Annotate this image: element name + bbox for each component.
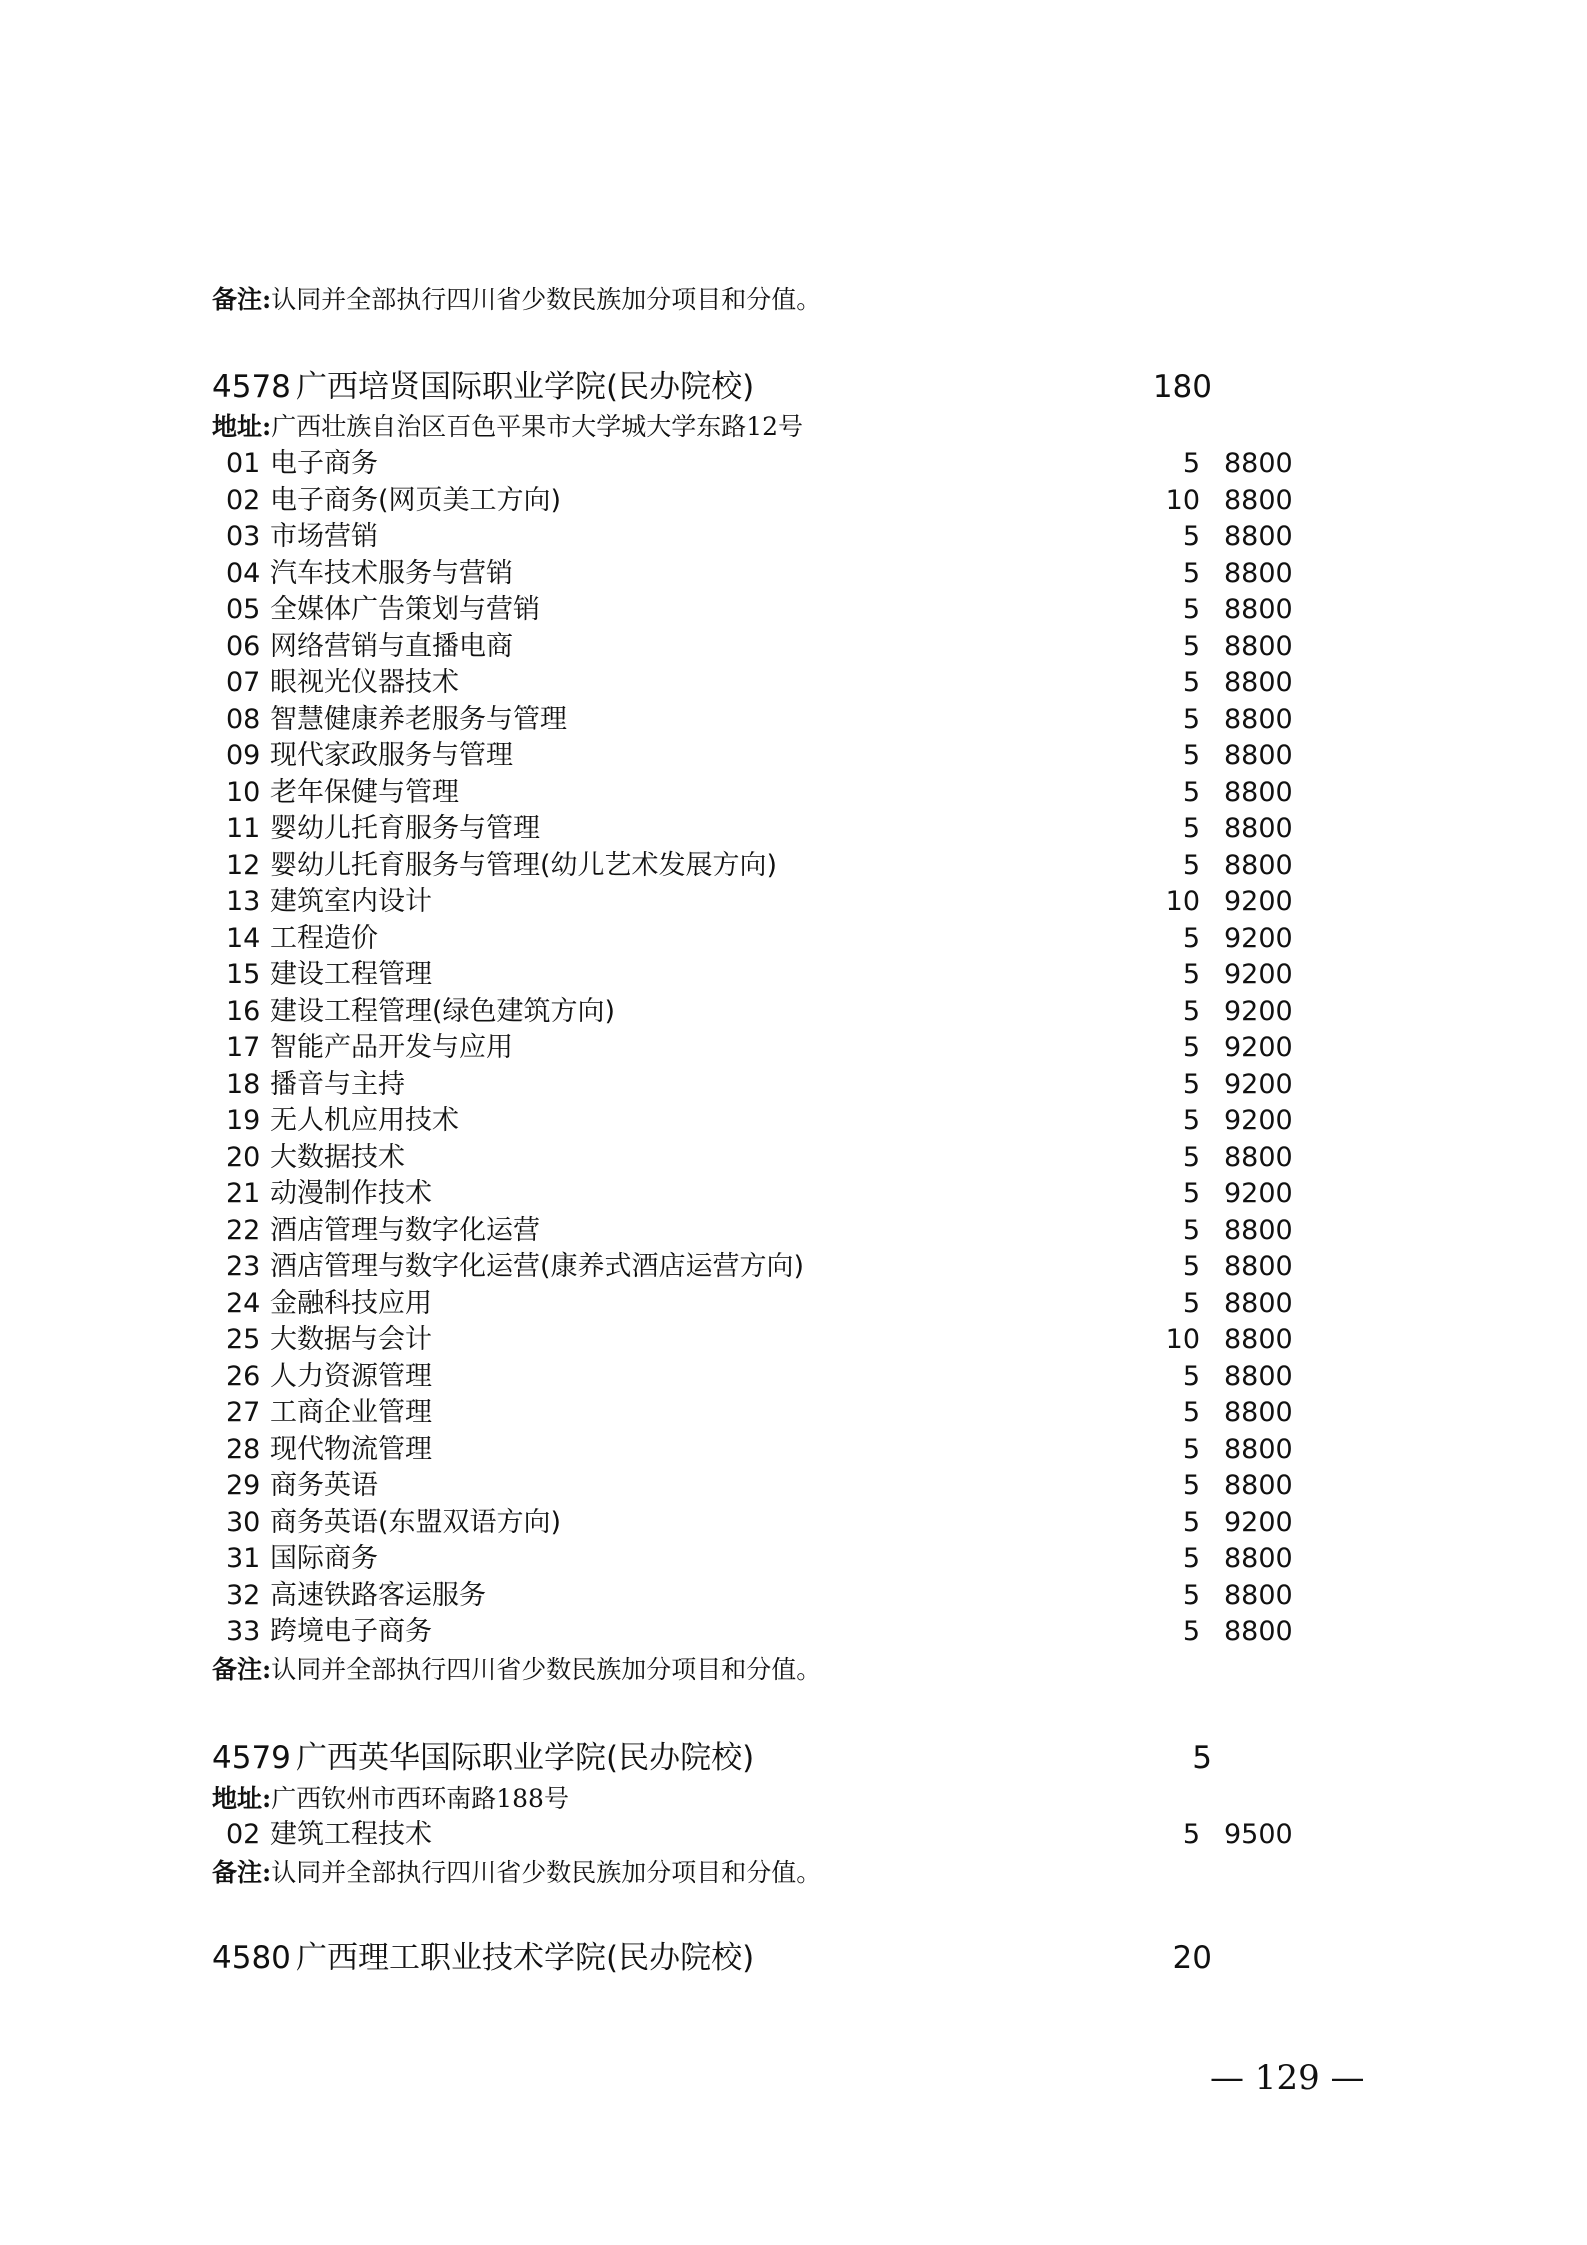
major-row <box>212 446 1312 483</box>
major-number: 28 <box>226 1433 261 1465</box>
major-number: 12 <box>226 849 261 881</box>
major-number: 02 <box>226 484 261 516</box>
major-row <box>212 1249 1312 1286</box>
major-count: 5 <box>1182 1579 1200 1611</box>
major-fee: 8800 <box>1224 849 1293 881</box>
major-fee: 8800 <box>1224 1470 1293 1501</box>
major-number: 20 <box>226 1141 261 1173</box>
remark-text: 认同并全部执行四川省少数民族加分项目和分值。 <box>271 1655 822 1684</box>
major-number: 05 <box>226 594 261 625</box>
major-fee: 8800 <box>1224 1214 1293 1246</box>
major-count: 5 <box>1182 1360 1200 1392</box>
remark-note <box>212 283 821 317</box>
major-count: 5 <box>1182 1433 1200 1465</box>
major-name: 商务英语(东盟双语方向) <box>270 1506 562 1538</box>
major-count: 5 <box>1182 1068 1200 1100</box>
major-row <box>212 483 1312 520</box>
major-count: 5 <box>1182 703 1200 735</box>
major-name: 婴幼儿托育服务与管理(幼儿艺术发展方向) <box>270 849 778 881</box>
major-count: 5 <box>1182 1287 1200 1319</box>
school-name: 广西英华国际职业学院(民办院校) <box>296 1740 755 1776</box>
major-name: 大数据与会计 <box>270 1324 432 1355</box>
major-count: 5 <box>1182 557 1200 589</box>
major-fee: 8800 <box>1224 1543 1293 1574</box>
major-count: 5 <box>1182 594 1200 625</box>
major-number: 10 <box>226 776 261 808</box>
major-name: 电子商务 <box>270 448 378 479</box>
remark-note <box>212 1856 821 1890</box>
major-name: 大数据技术 <box>270 1141 405 1173</box>
major-number: 04 <box>226 557 261 589</box>
major-fee: 8800 <box>1224 667 1293 698</box>
major-row <box>212 702 1312 739</box>
major-number: 14 <box>226 922 261 954</box>
major-name: 网络营销与直播电商 <box>270 630 513 662</box>
major-fee: 8800 <box>1224 1579 1293 1611</box>
major-count: 5 <box>1182 740 1200 771</box>
major-fee: 8800 <box>1224 813 1293 844</box>
major-fee: 9200 <box>1224 1178 1293 1209</box>
major-row <box>212 1395 1312 1432</box>
remark-text: 认同并全部执行四川省少数民族加分项目和分值。 <box>271 285 822 314</box>
major-fee: 8800 <box>1224 521 1293 552</box>
major-row <box>212 1505 1312 1542</box>
major-count: 5 <box>1182 1470 1200 1501</box>
major-count: 5 <box>1182 813 1200 844</box>
major-row <box>212 848 1312 885</box>
major-number: 19 <box>226 1105 261 1136</box>
major-row <box>212 811 1312 848</box>
major-name: 建筑工程技术 <box>270 1819 432 1850</box>
major-row <box>212 994 1312 1031</box>
major-count: 10 <box>1165 1324 1200 1355</box>
major-fee: 9200 <box>1224 1068 1293 1100</box>
major-count: 5 <box>1182 1141 1200 1173</box>
major-row <box>212 957 1312 994</box>
major-fee: 8800 <box>1224 1360 1293 1392</box>
major-number: 31 <box>226 1543 261 1574</box>
major-count: 10 <box>1165 484 1200 516</box>
major-fee: 9200 <box>1224 886 1293 917</box>
major-count: 5 <box>1182 1819 1200 1850</box>
major-name: 智慧健康养老服务与管理 <box>270 703 567 735</box>
major-row <box>212 1614 1312 1651</box>
major-count: 5 <box>1182 521 1200 552</box>
major-row <box>212 1103 1312 1140</box>
major-count: 5 <box>1182 1543 1200 1574</box>
major-name: 工程造价 <box>270 922 378 954</box>
major-row <box>212 629 1312 666</box>
major-fee: 9200 <box>1224 1506 1293 1538</box>
remark-label: 备注: <box>212 285 272 314</box>
major-number: 17 <box>226 1032 261 1063</box>
major-row <box>212 1359 1312 1396</box>
major-row <box>212 1030 1312 1067</box>
major-fee: 8800 <box>1224 1397 1293 1428</box>
school-quota: 180 <box>1152 369 1212 405</box>
major-name: 高速铁路客运服务 <box>270 1579 486 1611</box>
major-name: 电子商务(网页美工方向) <box>270 484 562 516</box>
major-name: 动漫制作技术 <box>270 1178 432 1209</box>
major-count: 5 <box>1182 776 1200 808</box>
major-fee: 8800 <box>1224 1287 1293 1319</box>
major-row <box>212 775 1312 812</box>
school-header <box>212 367 1212 407</box>
major-row <box>212 738 1312 775</box>
major-count: 5 <box>1182 849 1200 881</box>
major-fee: 8800 <box>1224 1251 1293 1282</box>
major-name: 播音与主持 <box>270 1068 405 1100</box>
major-fee: 8800 <box>1224 484 1293 516</box>
major-fee: 9200 <box>1224 995 1293 1027</box>
major-fee: 8800 <box>1224 1324 1293 1355</box>
major-fee: 9500 <box>1224 1819 1293 1850</box>
major-number: 21 <box>226 1178 261 1209</box>
major-row <box>212 1578 1312 1615</box>
major-count: 5 <box>1182 922 1200 954</box>
major-number: 26 <box>226 1360 261 1392</box>
major-row <box>212 1286 1312 1323</box>
major-number: 01 <box>226 448 261 479</box>
major-name: 商务英语 <box>270 1470 378 1501</box>
major-fee: 8800 <box>1224 630 1293 662</box>
remark-label: 备注: <box>212 1655 272 1684</box>
major-name: 老年保健与管理 <box>270 776 459 808</box>
school-header <box>212 1738 1212 1778</box>
major-number: 27 <box>226 1397 261 1428</box>
major-fee: 8800 <box>1224 448 1293 479</box>
major-row <box>212 519 1312 556</box>
major-number: 16 <box>226 995 261 1027</box>
major-number: 25 <box>226 1324 261 1355</box>
major-name: 建筑室内设计 <box>270 886 432 917</box>
major-fee: 9200 <box>1224 922 1293 954</box>
major-row <box>212 1140 1312 1177</box>
major-count: 5 <box>1182 1616 1200 1647</box>
major-row <box>212 1176 1312 1213</box>
major-name: 工商企业管理 <box>270 1397 432 1428</box>
major-number: 02 <box>226 1819 261 1850</box>
school-quota: 20 <box>1172 1940 1212 1976</box>
major-name: 建设工程管理 <box>270 959 432 990</box>
major-fee: 8800 <box>1224 1616 1293 1647</box>
major-name: 国际商务 <box>270 1543 378 1574</box>
school-address <box>212 1782 569 1816</box>
major-row <box>212 1322 1312 1359</box>
major-name: 酒店管理与数字化运营 <box>270 1214 540 1246</box>
school-name: 广西培贤国际职业学院(民办院校) <box>296 369 755 405</box>
major-fee: 9200 <box>1224 1032 1293 1063</box>
major-number: 29 <box>226 1470 261 1501</box>
school-code: 4579 <box>212 1740 291 1776</box>
major-fee: 8800 <box>1224 1433 1293 1465</box>
address-label: 地址: <box>212 1784 272 1813</box>
major-fee: 9200 <box>1224 959 1293 990</box>
major-number: 07 <box>226 667 261 698</box>
major-row <box>212 556 1312 593</box>
major-number: 33 <box>226 1616 261 1647</box>
address-text: 广西钦州市西环南路188号 <box>271 1784 569 1813</box>
major-number: 08 <box>226 703 261 735</box>
major-name: 全媒体广告策划与营销 <box>270 594 540 625</box>
major-name: 眼视光仪器技术 <box>270 667 459 698</box>
major-name: 现代家政服务与管理 <box>270 740 513 771</box>
major-row <box>212 921 1312 958</box>
major-count: 5 <box>1182 630 1200 662</box>
major-name: 汽车技术服务与营销 <box>270 557 513 589</box>
address-text: 广西壮族自治区百色平果市大学城大学东路12号 <box>271 412 804 441</box>
major-count: 5 <box>1182 959 1200 990</box>
major-count: 5 <box>1182 1251 1200 1282</box>
major-count: 5 <box>1182 995 1200 1027</box>
major-row <box>212 1067 1312 1104</box>
major-fee: 8800 <box>1224 703 1293 735</box>
school-address <box>212 410 803 444</box>
major-name: 酒店管理与数字化运营(康养式酒店运营方向) <box>270 1251 805 1282</box>
major-count: 5 <box>1182 1397 1200 1428</box>
school-code: 4578 <box>212 369 291 405</box>
major-name: 市场营销 <box>270 521 378 552</box>
major-number: 23 <box>226 1251 261 1282</box>
address-label: 地址: <box>212 412 272 441</box>
major-list <box>212 446 1312 1651</box>
major-number: 30 <box>226 1506 261 1538</box>
major-number: 11 <box>226 813 261 844</box>
major-name: 建设工程管理(绿色建筑方向) <box>270 995 616 1027</box>
major-fee: 8800 <box>1224 594 1293 625</box>
major-row <box>212 1432 1312 1469</box>
major-count: 5 <box>1182 1178 1200 1209</box>
major-row <box>212 1213 1312 1250</box>
major-name: 跨境电子商务 <box>270 1616 432 1647</box>
major-name: 现代物流管理 <box>270 1433 432 1465</box>
major-number: 32 <box>226 1579 261 1611</box>
major-count: 5 <box>1182 1032 1200 1063</box>
major-name: 金融科技应用 <box>270 1287 432 1319</box>
major-row <box>212 1468 1312 1505</box>
major-row <box>212 665 1312 702</box>
major-number: 13 <box>226 886 261 917</box>
major-number: 24 <box>226 1287 261 1319</box>
major-count: 10 <box>1165 886 1200 917</box>
major-name: 婴幼儿托育服务与管理 <box>270 813 540 844</box>
major-number: 03 <box>226 521 261 552</box>
school-quota: 5 <box>1192 1740 1212 1776</box>
major-fee: 8800 <box>1224 740 1293 771</box>
major-list <box>212 1817 1312 1854</box>
major-row <box>212 1541 1312 1578</box>
school-name: 广西理工职业技术学院(民办院校) <box>296 1940 755 1976</box>
major-name: 无人机应用技术 <box>270 1105 459 1136</box>
major-row <box>212 884 1312 921</box>
major-number: 09 <box>226 740 261 771</box>
school-code: 4580 <box>212 1940 291 1976</box>
major-name: 智能产品开发与应用 <box>270 1032 513 1063</box>
major-count: 5 <box>1182 667 1200 698</box>
page-number: — 129 — <box>1210 2058 1365 2098</box>
school-header <box>212 1938 1212 1978</box>
major-count: 5 <box>1182 448 1200 479</box>
remark-note <box>212 1653 821 1687</box>
major-count: 5 <box>1182 1105 1200 1136</box>
major-row <box>212 592 1312 629</box>
remark-label: 备注: <box>212 1858 272 1887</box>
major-count: 5 <box>1182 1214 1200 1246</box>
major-number: 06 <box>226 630 261 662</box>
major-fee: 9200 <box>1224 1105 1293 1136</box>
major-name: 人力资源管理 <box>270 1360 432 1392</box>
major-fee: 8800 <box>1224 1141 1293 1173</box>
major-count: 5 <box>1182 1506 1200 1538</box>
major-row <box>212 1817 1312 1854</box>
major-number: 22 <box>226 1214 261 1246</box>
major-fee: 8800 <box>1224 776 1293 808</box>
major-number: 18 <box>226 1068 261 1100</box>
remark-text: 认同并全部执行四川省少数民族加分项目和分值。 <box>271 1858 822 1887</box>
major-fee: 8800 <box>1224 557 1293 589</box>
major-number: 15 <box>226 959 261 990</box>
